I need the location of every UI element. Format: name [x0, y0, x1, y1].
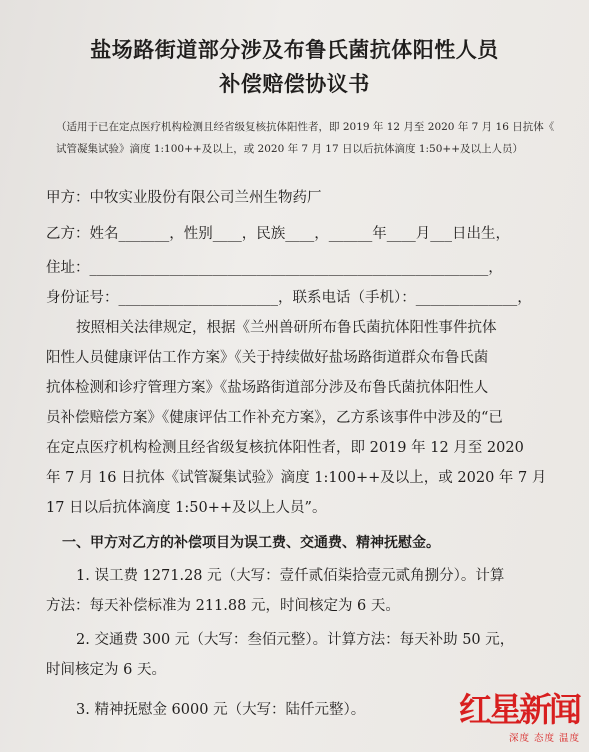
- paragraph-line-5: 在定点医疗机构检测且经省级复核抗体阳性者，即 2019 年 12 月至 2020: [46, 440, 524, 456]
- watermark-slogan: 深度 态度 温度: [508, 733, 580, 744]
- document-title-line-1: 盐场路街道部分涉及布鲁氏菌抗体阳性人员: [90, 38, 499, 62]
- item-2-line-2: 时间核定为 6 天。: [46, 662, 166, 678]
- paragraph-line-4: 员补偿赔偿方案》《健康评估工作补充方案》，乙方系该事件中涉及的“已: [46, 410, 503, 426]
- paragraph-line-6: 年 7 月 16 日抗体《试管凝集试验》滴度 1:100++及以上，或 2020 年 7 月: [46, 470, 547, 486]
- item-1-line-1: 1. 误工费 1271.28 元（大写：壹仟贰佰柒拾壹元贰角捌分）。计算: [76, 568, 505, 584]
- paragraph-line-2: 阳性人员健康评估工作方案》《关于持续做好盐场路街道群众布鲁氏菌: [46, 350, 489, 366]
- applicability-note-line-2: 试管凝集试验》滴度 1:100++及以上，或 2020 年 7 月 17 日以后抗体滴度 1:50++及以上人员）: [56, 143, 523, 155]
- document-title-line-2: 补偿赔偿协议书: [219, 72, 370, 96]
- party-a-line: 甲方：中牧实业股份有限公司兰州生物药厂: [46, 190, 322, 206]
- paragraph-line-3: 抗体检测和诊疗管理方案》《盐场路街道部分涉及布鲁氏菌抗体阳性人: [46, 380, 489, 396]
- section-heading-1: 一、甲方对乙方的补偿项目为误工费、交通费、精神抚慰金。: [62, 535, 440, 551]
- id-phone-line: 身份证号：______________________，联系电话（手机）：______________，: [46, 290, 532, 306]
- paragraph-line-1: 按照相关法律规定，根据《兰州兽研所布鲁氏菌抗体阳性事件抗体: [76, 320, 497, 336]
- item-2-line-1: 2. 交通费 300 元（大写：叁佰元整）。计算方法：每天补助 50 元，: [76, 632, 515, 648]
- applicability-note-line-1: （适用于已在定点医疗机构检测且经省级复核抗体阳性者，即 2019 年 12 月至 2020 年 7 月 16 日抗体《: [56, 121, 555, 133]
- paragraph-line-7: 17 日以后抗体滴度 1:50++及以上人员”。: [46, 500, 327, 516]
- address-line: 住址：_______________________________________________________，: [46, 260, 503, 276]
- party-b-line: 乙方：姓名_______，性别____，民族____，______年____月___日出生，: [46, 226, 510, 242]
- watermark-logo-text: 红星新闻: [459, 690, 579, 729]
- item-1-line-2: 方法：每天补偿标准为 211.88 元，时间核定为 6 天。: [46, 598, 400, 614]
- watermark-logo: [459, 684, 584, 748]
- item-3-line: 3. 精神抚慰金 6000 元（大写：陆仟元整）。: [76, 702, 366, 718]
